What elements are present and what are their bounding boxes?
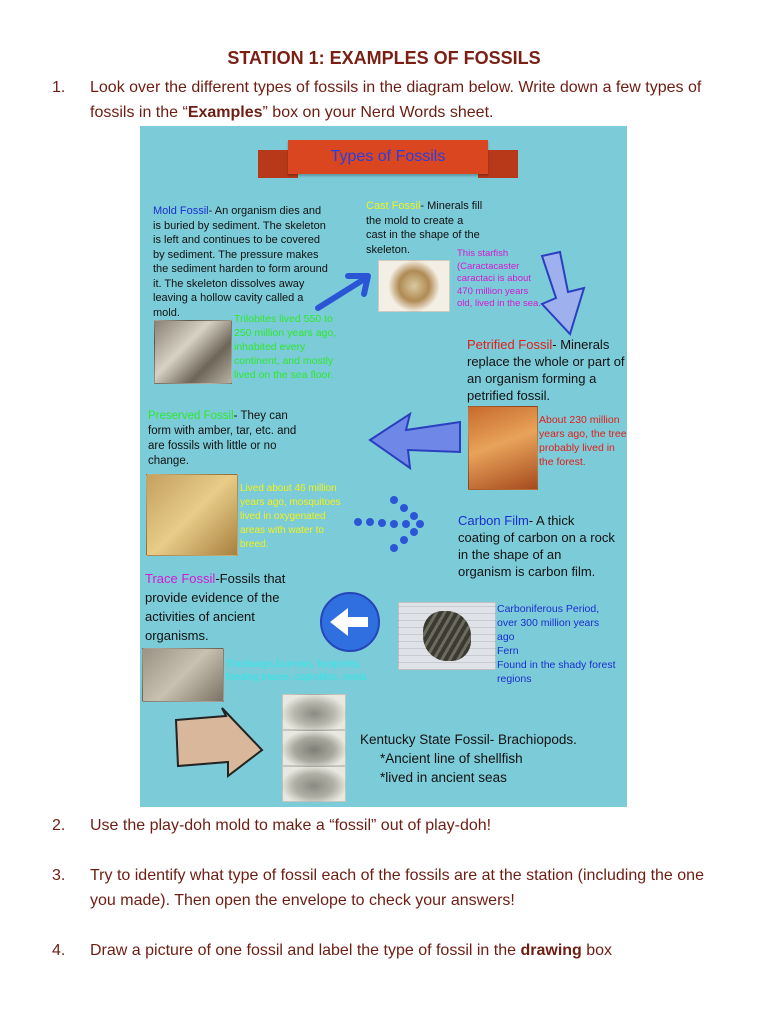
arrow-mold-to-cast-icon [310, 266, 380, 316]
step-number: 2. [52, 817, 66, 834]
poster-title: Types of Fossils [288, 140, 488, 174]
preserved-fossil-text [148, 409, 298, 469]
step-text: Try to identify what type of fossil each of the fossils are at the station (including the one you made). Then open the envelope to check your answers! [90, 867, 704, 909]
carbon-film-name: Carbon Film [458, 513, 529, 528]
step-text [90, 938, 730, 963]
starfish-note: This starfish (Caractacaster caractaci is about 470 million years old, lived in the sea. [457, 248, 541, 309]
mosquito-note: Lived about 46 million years ago, mosquitoes lived in oxygenated areas with water to breed. [240, 483, 341, 550]
petrified-fossil-text [467, 336, 627, 404]
fern-fossil-shape [423, 611, 471, 661]
step-text-bold: drawing [520, 942, 582, 959]
kentucky-line-3: *lived in ancient seas [380, 770, 507, 785]
mold-fossil-name: Mold Fossil [153, 205, 209, 217]
arrow-trace-to-kentucky-icon [170, 706, 266, 778]
step-text [90, 75, 730, 125]
starfish-photo [378, 260, 450, 312]
kentucky-state-fossil [360, 730, 620, 787]
carbon-film-desc: - A thick coating of carbon on a rock in the shape of an organism is carbon film. [458, 513, 615, 579]
brachiopod-photo-2 [282, 730, 346, 766]
trilobite-note: Trilobites lived 550 to 250 million years ago, inhabited every continent, and mostly lived on the sea floor. [234, 313, 337, 381]
step-number: 4. [52, 942, 66, 959]
trace-fossil-desc: -Fossils that provide evidence of the activities of ancient organisms. [145, 571, 286, 643]
kentucky-line-1: Kentucky State Fossil- Brachiopods. [360, 732, 577, 747]
carbon-film-text [458, 512, 618, 580]
trace-fossil-name: Trace Fossil [145, 571, 216, 586]
brachiopod-photo-3 [282, 766, 346, 802]
trace-fossil-text [145, 569, 305, 645]
trilobite-photo [154, 320, 232, 384]
fern-photo [398, 602, 496, 670]
cast-fossil-name: Cast Fossil [366, 200, 421, 212]
step-text-pre: Draw a picture of one fossil and label the type of fossil in the [90, 942, 521, 959]
step-number: 3. [52, 867, 66, 884]
page-title: STATION 1: EXAMPLES OF FOSSILS [227, 48, 541, 68]
preserved-fossil-desc: - They can form with amber, tar, etc. and are fossils with little or no change. [148, 410, 297, 467]
arrow-petrified-to-preserved-icon [366, 410, 466, 480]
mold-fossil-desc: - An organism dies and is buried by sediment. The skeleton is left and continues to be covered by sediment. The pressure makes the sediment harden to form around it. The skeleton dissolves away leaving a hollow cavity called a mold. [153, 205, 328, 319]
step-text-post: ” box on your Nerd Words sheet. [262, 104, 494, 121]
step-text-pre: Look over the different types of fossils in the diagram below. Write down a few types of fossils in the “ [90, 79, 702, 121]
arrow-cast-to-petrified-icon [532, 248, 592, 338]
brachiopod-photo-1 [282, 694, 346, 730]
petrified-fossil-name: Petrified Fossil [467, 337, 553, 352]
circle-arrow-icon [318, 590, 382, 654]
step-number: 1. [52, 79, 66, 96]
mold-fossil-text [153, 204, 331, 320]
petrified-note: About 230 million years ago, the tree probably lived in the forest. [539, 414, 627, 468]
step-text-post: box [581, 942, 613, 959]
preserved-fossil-name: Preserved Fossil [148, 410, 234, 422]
step-text: Use the play-doh mold to make a “fossil” out of play-doh! [90, 817, 492, 834]
poster-banner [258, 136, 518, 184]
trace-fossil-photo [142, 648, 224, 702]
fern-note: Carboniferous Period, over 300 million years ago Fern Found in the shady forest regions [497, 603, 616, 685]
cast-fossil-desc: - Minerals fill the mold to create a cast in the shape of the skeleton. [366, 200, 483, 256]
trace-note: Trackways,burrows, footprints, feeding traces, coprolites, nests [226, 659, 367, 683]
dotted-arrow-icon [350, 492, 460, 562]
step-text-bold: Examples [187, 104, 263, 121]
mosquito-amber-photo [146, 474, 238, 556]
petrified-wood-photo [468, 406, 538, 490]
fossil-poster [140, 126, 627, 807]
kentucky-line-2: *Ancient line of shellfish [380, 751, 523, 766]
petrified-fossil-desc: - Minerals replace the whole or part of an organism forming a petrified fossil. [467, 337, 625, 403]
